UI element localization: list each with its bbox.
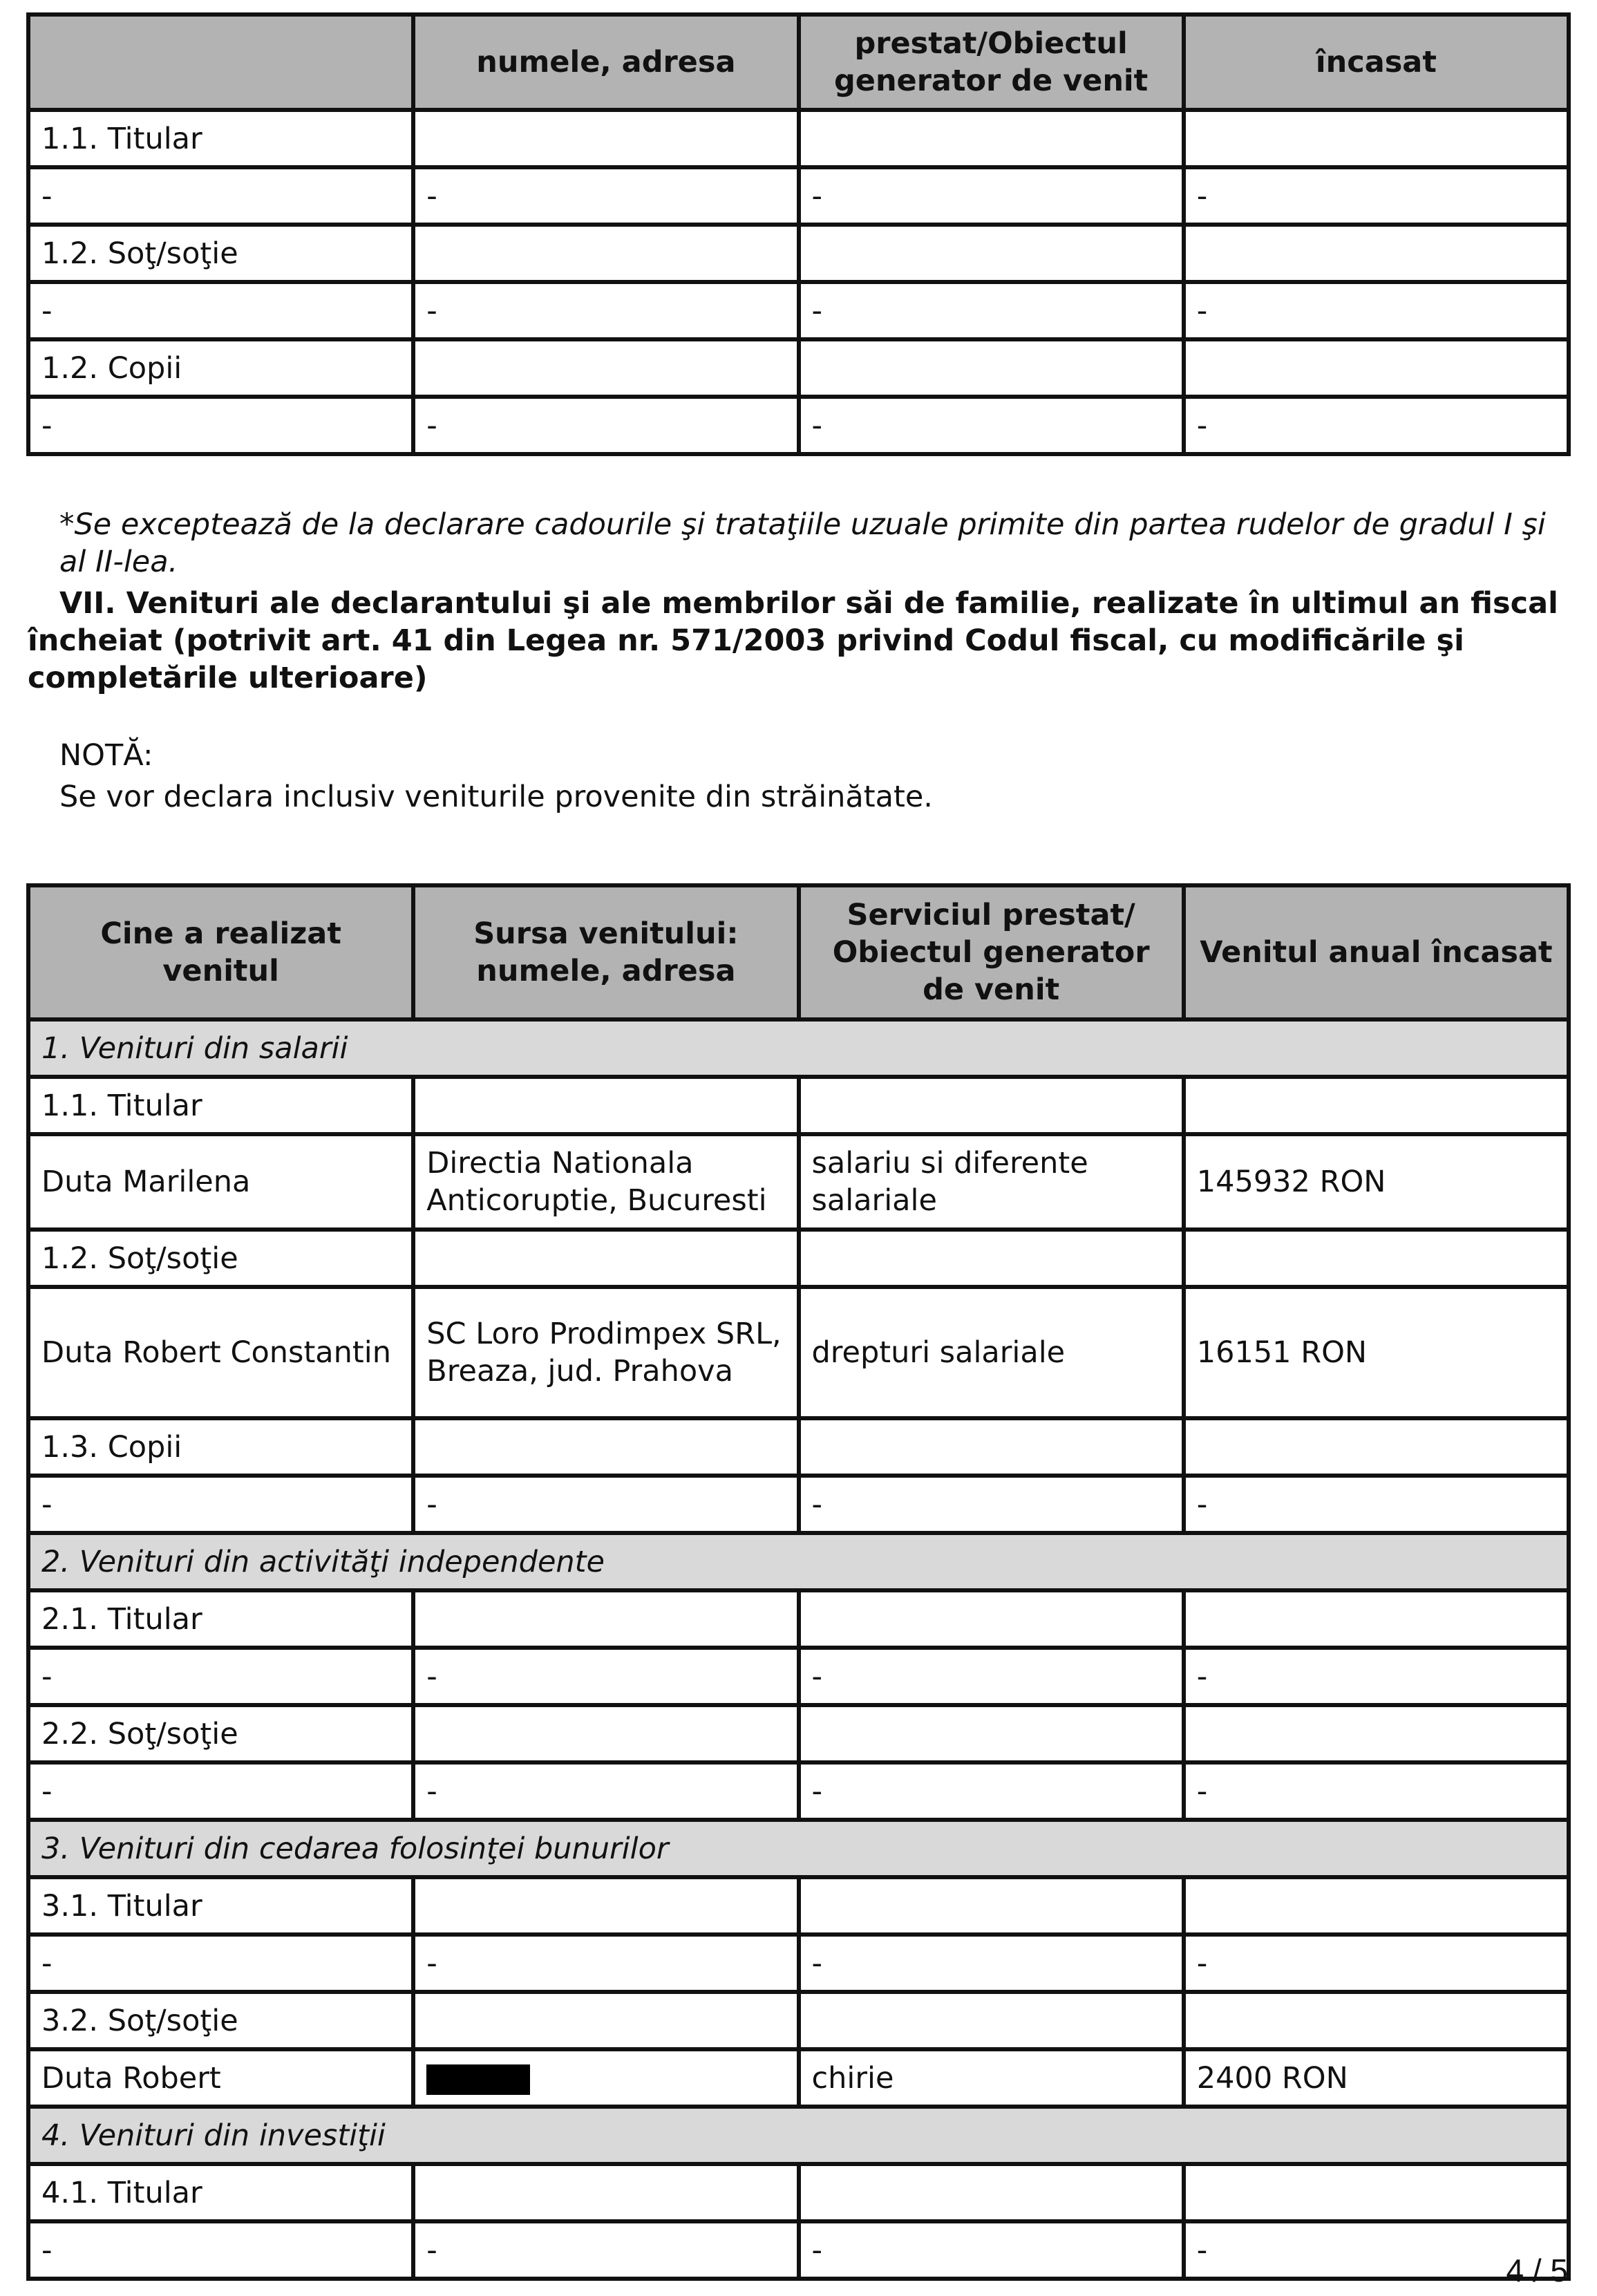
- table-row: [28, 1992, 1569, 2049]
- table-cell: [799, 225, 1184, 282]
- table-row: [28, 2049, 1569, 2107]
- table-cell: -: [28, 1648, 413, 1705]
- table-cell: [413, 1705, 798, 1762]
- table-cell: 1.1. Titular: [28, 1077, 413, 1134]
- table-cell: -: [1184, 282, 1569, 339]
- table-cell: -: [413, 397, 798, 454]
- table-cell: -: [799, 1648, 1184, 1705]
- table-header-row: [28, 885, 1569, 1019]
- table-cell: 3.1. Titular: [28, 1877, 413, 1935]
- table-cell: -: [799, 2221, 1184, 2279]
- table-cell: 16151 RON: [1184, 1287, 1569, 1418]
- table-cell: [1184, 1992, 1569, 2049]
- table-row: [28, 1877, 1569, 1935]
- table-row: [28, 110, 1569, 167]
- page-number: 4 / 5: [1506, 2252, 1568, 2288]
- redaction-block: [426, 2064, 530, 2095]
- section-title: VII. Venituri ale declarantului şi ale membrilor săi de familie, realizate în ultimul an fiscal încheiat (potrivit art. 41 din Legea nr. 571/2003 privind Codul fiscal, cu modificările şi completările ulterioare): [28, 586, 1558, 695]
- column-header: Cine a realizat venitul: [28, 885, 413, 1019]
- table-cell: [799, 1230, 1184, 1287]
- column-header: Venitul anual încasat: [1184, 885, 1569, 1019]
- table-cell: -: [1184, 167, 1569, 225]
- table-row: [28, 1134, 1569, 1230]
- table-cell: -: [799, 167, 1184, 225]
- gifts-table: [26, 12, 1571, 456]
- table-cell: [413, 225, 798, 282]
- table-cell: [1184, 1590, 1569, 1648]
- table-cell: [1184, 225, 1569, 282]
- table-cell: [1184, 1705, 1569, 1762]
- section-label: 2. Venituri din activităţi independente: [28, 1533, 1569, 1590]
- table-row: [28, 1476, 1569, 1533]
- table-row: [28, 1077, 1569, 1134]
- table-cell: Directia Nationala Anticoruptie, Bucuresti: [413, 1134, 798, 1230]
- table-cell: -: [799, 1476, 1184, 1533]
- column-header: încasat: [1184, 15, 1569, 110]
- table-cell: [799, 2164, 1184, 2221]
- table-cell: 145932 RON: [1184, 1134, 1569, 1230]
- income-table: [26, 883, 1571, 2281]
- column-header: numele, adresa: [413, 15, 798, 110]
- table-cell: [413, 1992, 798, 2049]
- table-row: [28, 1705, 1569, 1762]
- section-label: 3. Venituri din cedarea folosinţei bunurilor: [28, 1820, 1569, 1877]
- table-cell: -: [799, 1762, 1184, 1820]
- table-cell: [799, 1992, 1184, 2049]
- table-cell: [413, 339, 798, 397]
- table-cell: 3.2. Soţ/soţie: [28, 1992, 413, 2049]
- table-cell: -: [28, 1762, 413, 1820]
- column-header: prestat/Obiectul generator de venit: [799, 15, 1184, 110]
- table-cell: -: [1184, 2221, 1569, 2279]
- footnote: *Se exceptează de la declarare cadourile şi trataţiile uzuale primite din partea rudelor de gradul I şi al II-lea.: [59, 507, 1546, 579]
- table-cell: -: [1184, 1935, 1569, 1992]
- table-cell: -: [1184, 1648, 1569, 1705]
- table-cell: -: [799, 397, 1184, 454]
- column-header: [28, 15, 413, 110]
- table-row: [28, 339, 1569, 397]
- table-cell: 1.2. Copii: [28, 339, 413, 397]
- table-cell: -: [413, 1762, 798, 1820]
- table-cell: [1184, 1077, 1569, 1134]
- table-row: [28, 167, 1569, 225]
- table-cell: -: [413, 1648, 798, 1705]
- table-row: [28, 1287, 1569, 1418]
- table-row: [28, 225, 1569, 282]
- table-cell: [799, 1877, 1184, 1935]
- table-row: [28, 2221, 1569, 2279]
- table-cell: [1184, 1877, 1569, 1935]
- table-cell: -: [413, 2221, 798, 2279]
- section-row: [28, 1019, 1569, 1077]
- table-cell: 4.1. Titular: [28, 2164, 413, 2221]
- table-cell: chirie: [799, 2049, 1184, 2107]
- column-header: Serviciul prestat/ Obiectul generator de venit: [799, 885, 1184, 1019]
- section-label: 1. Venituri din salarii: [28, 1019, 1569, 1077]
- table-cell: 2400 RON: [1184, 2049, 1569, 2107]
- table-cell: -: [28, 1935, 413, 1992]
- table-cell: SC Loro Prodimpex SRL, Breaza, jud. Prahova: [413, 1287, 798, 1418]
- table-cell: -: [1184, 1476, 1569, 1533]
- table-cell: Duta Marilena: [28, 1134, 413, 1230]
- table-cell: [413, 1418, 798, 1476]
- table-cell: 1.2. Soţ/soţie: [28, 1230, 413, 1287]
- table-cell: [1184, 1230, 1569, 1287]
- table-cell: [799, 1590, 1184, 1648]
- table-cell: -: [413, 1476, 798, 1533]
- note-title: NOTĂ:: [59, 738, 153, 773]
- table-cell: -: [413, 1935, 798, 1992]
- table-row: [28, 1230, 1569, 1287]
- table-cell: [413, 1077, 798, 1134]
- section-row: [28, 1533, 1569, 1590]
- table-cell: [799, 1705, 1184, 1762]
- table-cell: [413, 2049, 798, 2107]
- table-cell: 1.3. Copii: [28, 1418, 413, 1476]
- table-cell: -: [799, 282, 1184, 339]
- table-cell: 2.1. Titular: [28, 1590, 413, 1648]
- table-row: [28, 1935, 1569, 1992]
- table-cell: [413, 1877, 798, 1935]
- table-cell: -: [1184, 1762, 1569, 1820]
- table-cell: 1.1. Titular: [28, 110, 413, 167]
- table-cell: -: [28, 397, 413, 454]
- table-cell: -: [413, 167, 798, 225]
- table-cell: [413, 1590, 798, 1648]
- table-row: [28, 282, 1569, 339]
- section-row: [28, 2107, 1569, 2164]
- table-cell: [799, 110, 1184, 167]
- note-text: Se vor declara inclusiv veniturile provenite din străinătate.: [59, 780, 933, 814]
- table-cell: -: [799, 1935, 1184, 1992]
- table-cell: 2.2. Soţ/soţie: [28, 1705, 413, 1762]
- table-cell: -: [413, 282, 798, 339]
- table-cell: [413, 110, 798, 167]
- table-cell: salariu si diferente salariale: [799, 1134, 1184, 1230]
- table-cell: Duta Robert Constantin: [28, 1287, 413, 1418]
- table-cell: -: [28, 2221, 413, 2279]
- table-row: [28, 1762, 1569, 1820]
- table-cell: 1.2. Soţ/soţie: [28, 225, 413, 282]
- table-cell: drepturi salariale: [799, 1287, 1184, 1418]
- table-row: [28, 1648, 1569, 1705]
- table-row: [28, 1590, 1569, 1648]
- table-cell: [799, 1418, 1184, 1476]
- section-row: [28, 1820, 1569, 1877]
- table-cell: [1184, 2164, 1569, 2221]
- table-cell: [799, 339, 1184, 397]
- table-cell: [413, 2164, 798, 2221]
- table-row: [28, 1418, 1569, 1476]
- table-cell: -: [28, 167, 413, 225]
- table-cell: [1184, 1418, 1569, 1476]
- table-cell: -: [28, 282, 413, 339]
- table-header-row: [28, 15, 1569, 110]
- column-header: Sursa venitului: numele, adresa: [413, 885, 798, 1019]
- table-cell: -: [28, 1476, 413, 1533]
- table-cell: [799, 1077, 1184, 1134]
- table-cell: [413, 1230, 798, 1287]
- table-row: [28, 397, 1569, 454]
- section-label: 4. Venituri din investiţii: [28, 2107, 1569, 2164]
- table-cell: Duta Robert: [28, 2049, 413, 2107]
- table-cell: [1184, 339, 1569, 397]
- table-cell: -: [1184, 397, 1569, 454]
- table-row: [28, 2164, 1569, 2221]
- table-cell: [1184, 110, 1569, 167]
